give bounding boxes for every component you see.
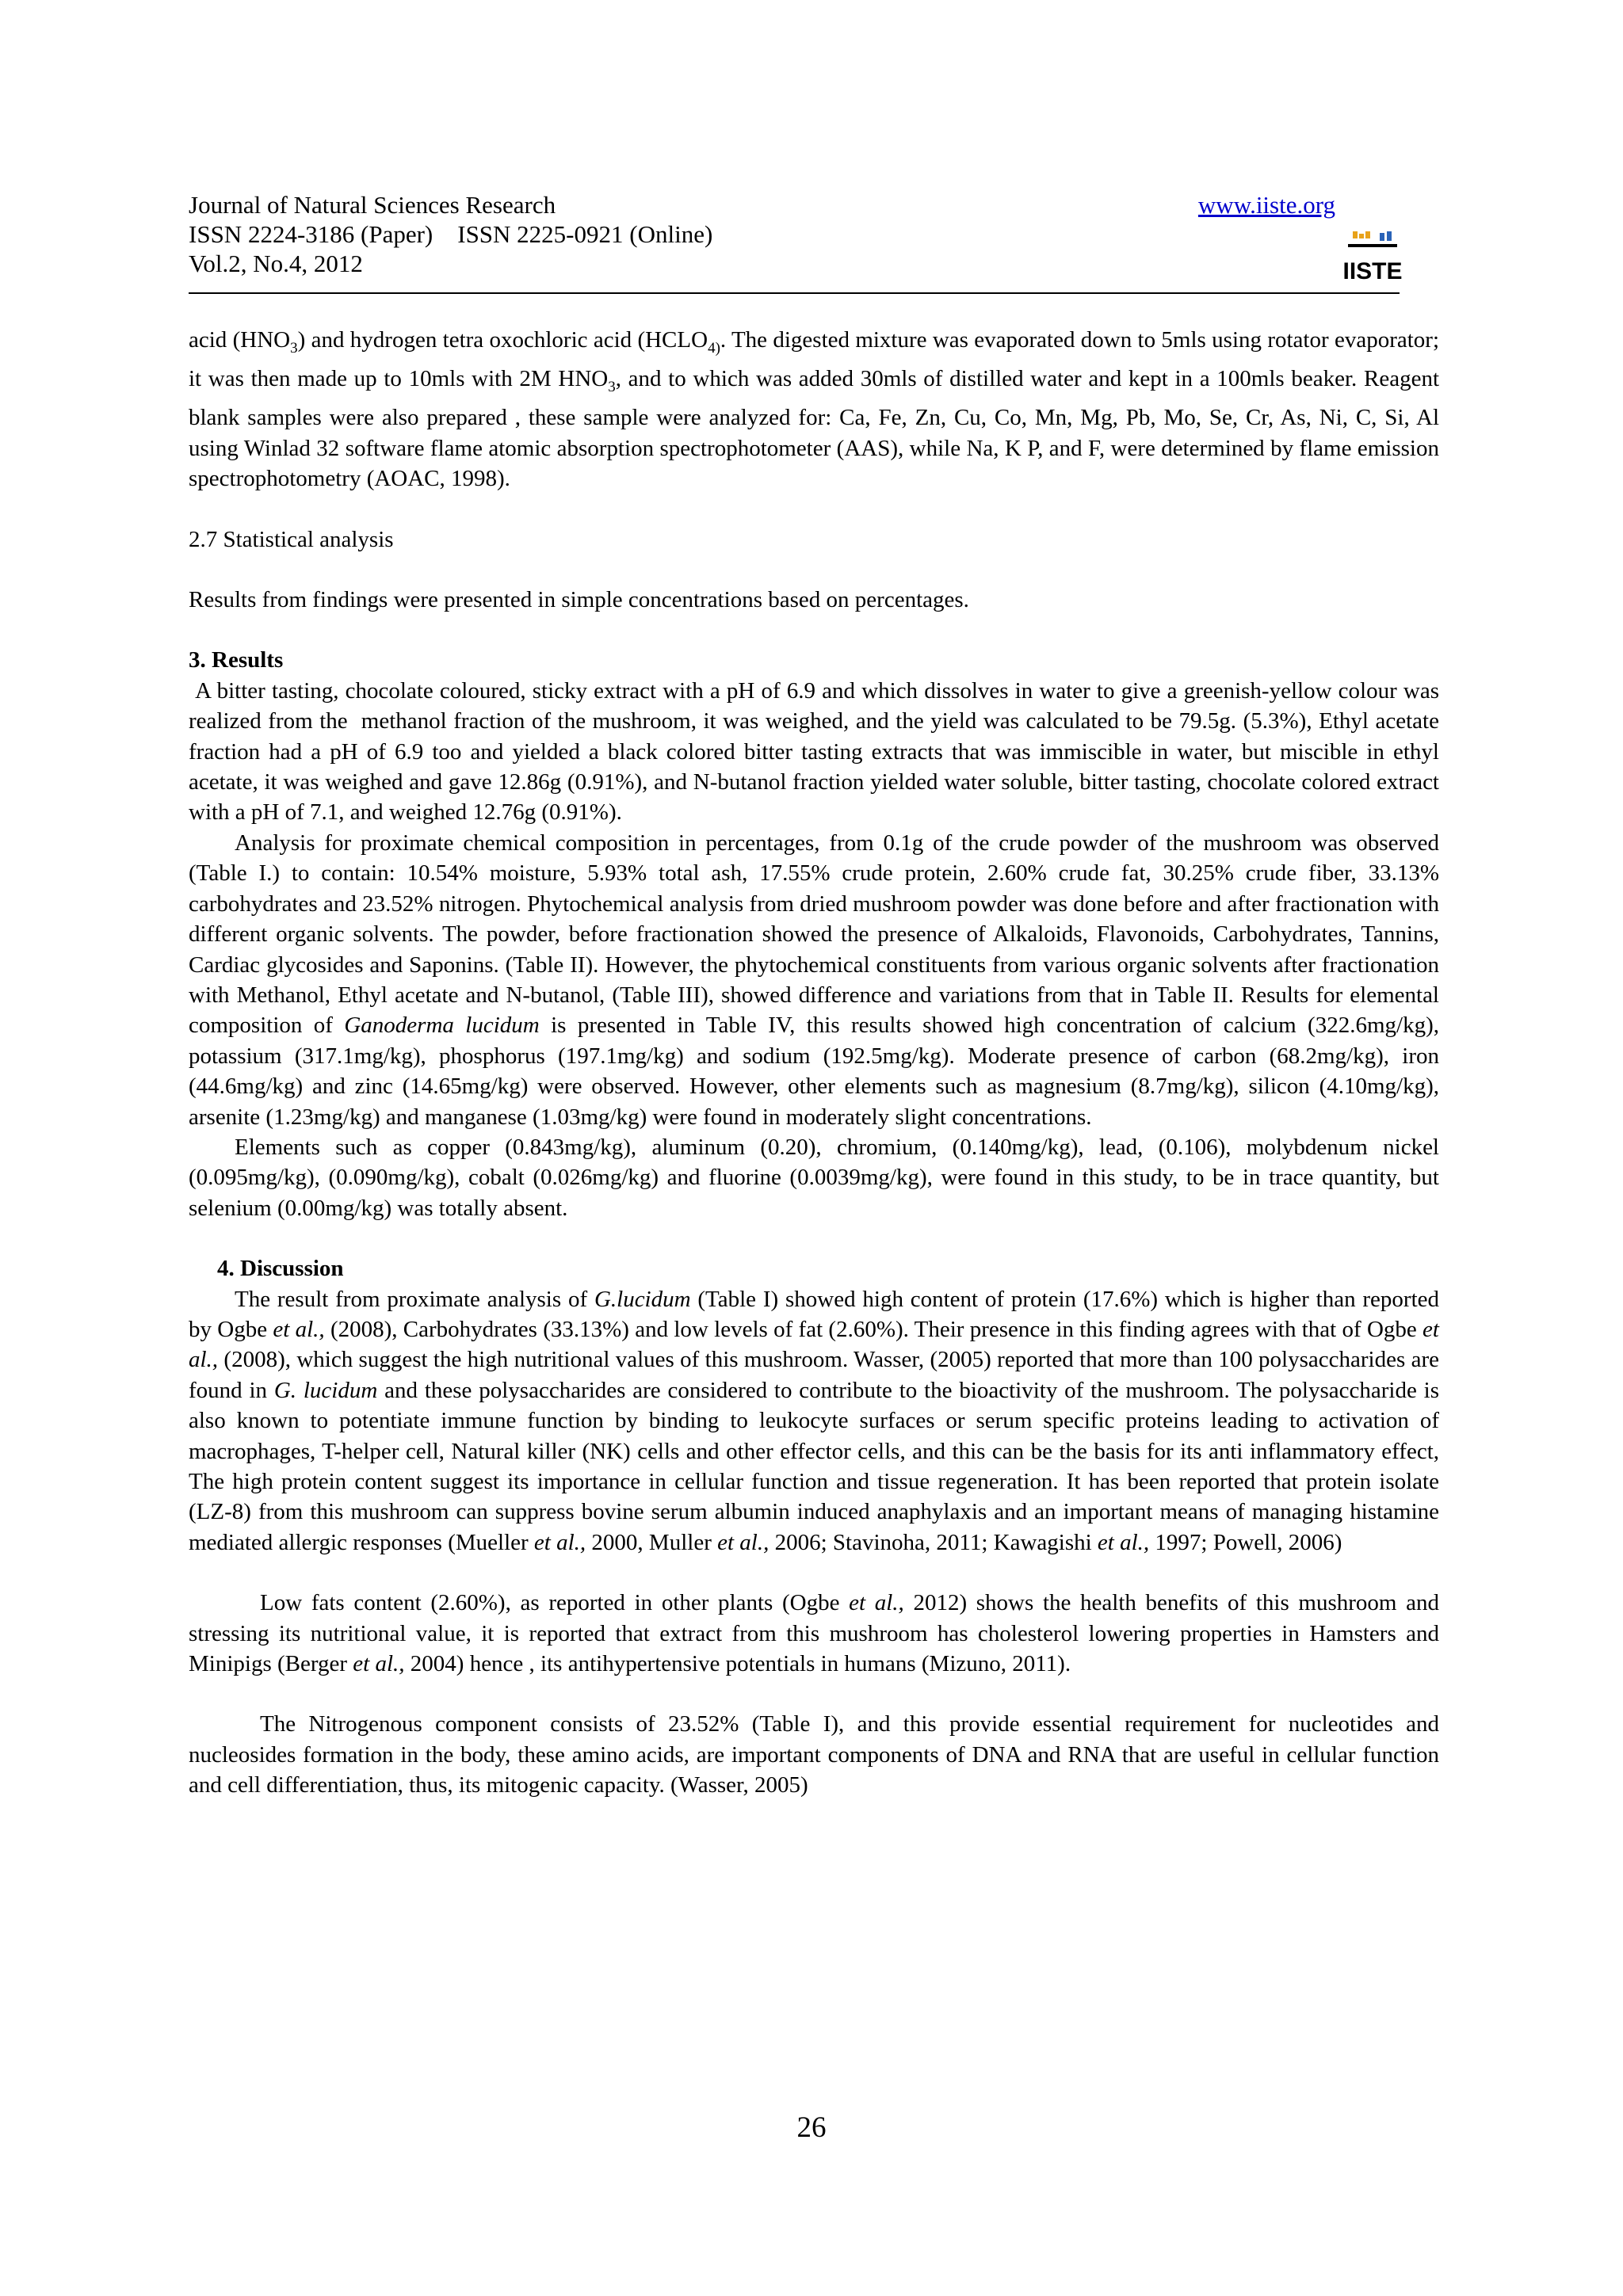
discussion-paragraph-2: Low fats content (2.60%), as reported in other plants (Ogbe et al., 2012) shows the health benefits of this mushroom and stressing its nutritional value, it is reported that extract from this mushroom has cholesterol lowering properties in Hamsters and Minipigs (Berger et al., 2004) hence , its antihypertensive potentials in humans (Mizuno, 2011). [189,1590,1439,1677]
iiste-logo [1342,231,1403,284]
results-paragraph-3: Elements such as copper (0.843mg/kg), aluminum (0.20), chromium, (0.140mg/kg), lead, (0.106), molybdenum nickel (0.095mg/kg), (0.090mg/kg), cobalt (0.026mg/kg) and fluorine (0.0039mg/kg), were found in this study, to be in trace quantity, but selenium (0.00mg/kg) was totally absent. [189,1134,1439,1221]
discussion-paragraph-3: The Nitrogenous component consists of 23.52% (Table I), and this provide essential requirement for nucleotides and nucleosides formation in the body, these amino acids, are important components of DNA and RNA that are useful in cellular function and cell differentiation, thus, its mitogenic capacity. (Wasser, 2005) [189,1711,1439,1798]
volume-line: Vol.2, No.4, 2012 [189,250,363,277]
page-header [189,190,1403,292]
section-heading-statistical: 2.7 Statistical analysis [189,526,394,552]
logo-text: IISTE [1342,258,1403,284]
journal-url-link[interactable]: www.iiste.org [1197,191,1335,219]
discussion-paragraph-1: The result from proximate analysis of G.lucidum (Table I) showed high content of protein (17.6%) which is higher than reported by Ogbe et al., (2008), Carbohydrates (33.13%) and low levels of fat (2.60%). Their presence in this finding agrees with that of Ogbe et al., (2008), which suggest the high nutritional values of this mushroom. Wasser, (2005) reported that more than 100 polysaccharides are found in G. lucidum and these polysaccharides are considered to contribute to the bioactivity of the mushroom. The polysaccharide is also known to potentiate immune function by binding to leukocyte surfaces or serum specific proteins leading to activation of macrophages, T-helper cell, Natural killer (NK) cells and other effector cells, and this can be the basis for its anti inflammatory effect, The high protein content suggest its importance in cellular function and tissue regeneration. It has been reported that protein isolate (LZ-8) from this mushroom can suppress bovine serum albumin induced anaphylaxis and an important means of managing histamine mediated allergic responses (Mueller et al., 2000, Muller et al., 2006; Stavinoha, 2011; Kawagishi et al., 1997; Powell, 2006) [189,1286,1440,1555]
results-paragraph-1: A bitter tasting, chocolate coloured, sticky extract with a pH of 6.9 and which dissolves in water to give a greenish-yellow colour was realized from the methanol fraction of the mushroom, it was weighed, and the yield was calculated to be 79.5g. (5.3%), Ethyl acetate fraction had a pH of 6.9 too and yielded a black colored bitter tasting extracts that was immiscible in water, but miscible in ethyl acetate, it was weighed and gave 12.86g (0.91%), and N-butanol fraction yielded water soluble, bitter tasting, chocolate colored extract with a pH of 7.1, and weighed 12.76g (0.91%). [189,677,1445,826]
page-number: 26 [796,2111,827,2144]
section-heading-results: 3. Results [189,647,284,673]
issn-line: ISSN 2224-3186 (Paper) ISSN 2225-0921 (Online) [189,220,713,248]
header-rule [189,292,1400,294]
methods-paragraph: acid $(HNO_3)$ and hydrogen tetra oxochloric acid ($HCLO_{4)}$. The digested mixture was evaporated down to 5mls using rotator evaporator; it was then made up to 10mls with 2M $HNO_3$, and to which was added 30mls of distilled water and kept in a 100mls beaker. Reagent blank samples were also prepared , these sample were analyzed for: Ca, Fe, Zn, Cu, Co, Mn, Mg, Pb, Mo, Se, Cr, As, Ni, C, Si, Al using Winlad 32 software flame atomic absorption spectrophotometer (AAS), while Na, K P, and F, were determined by flame emission spectrophotometry (AOAC, 1998). [189,327,1439,492]
journal-title: Journal of Natural Sciences Research [189,191,556,219]
article-body [189,325,1445,1801]
section-heading-discussion: 4. Discussion [217,1256,344,1282]
statistical-paragraph: Results from findings were presented in simple concentrations based on percentages. [189,587,969,613]
results-paragraph-2: Analysis for proximate chemical composition in percentages, from 0.1g of the crude powder of the mushroom was observed (Table I.) to contain: 10.54% moisture, 5.93% total ash, 17.55% crude protein, 2.60% crude fat, 30.25% crude fiber, 33.13% carbohydrates and 23.52% nitrogen. Phytochemical analysis from dried mushroom powder was done before and after fractionation with different organic solvents. The powder, before fractionation showed the presence of Alkaloids, Flavonoids, Carbohydrates, Tannins, Cardiac glycosides and Saponins. (Table II). However, the phytochemical constituents from various organic solvents after fractionation with Methanol, Ethyl acetate and N-butanol, (Table III), showed difference and variations from that in Table II. Results for elemental composition of Ganoderma lucidum is presented in Table IV, this results showed high concentration of calcium (322.6mg/kg), potassium (317.1mg/kg), phosphorus (197.1mg/kg) and sodium (192.5mg/kg). Moderate presence of carbon (68.2mg/kg), iron (44.6mg/kg) and zinc (14.65mg/kg) were observed. However, other elements such as magnesium (8.7mg/kg), silicon (4.10mg/kg), arsenite (1.23mg/kg) and manganese (1.03mg/kg) were found in moderately slight concentrations. [189,830,1439,1130]
